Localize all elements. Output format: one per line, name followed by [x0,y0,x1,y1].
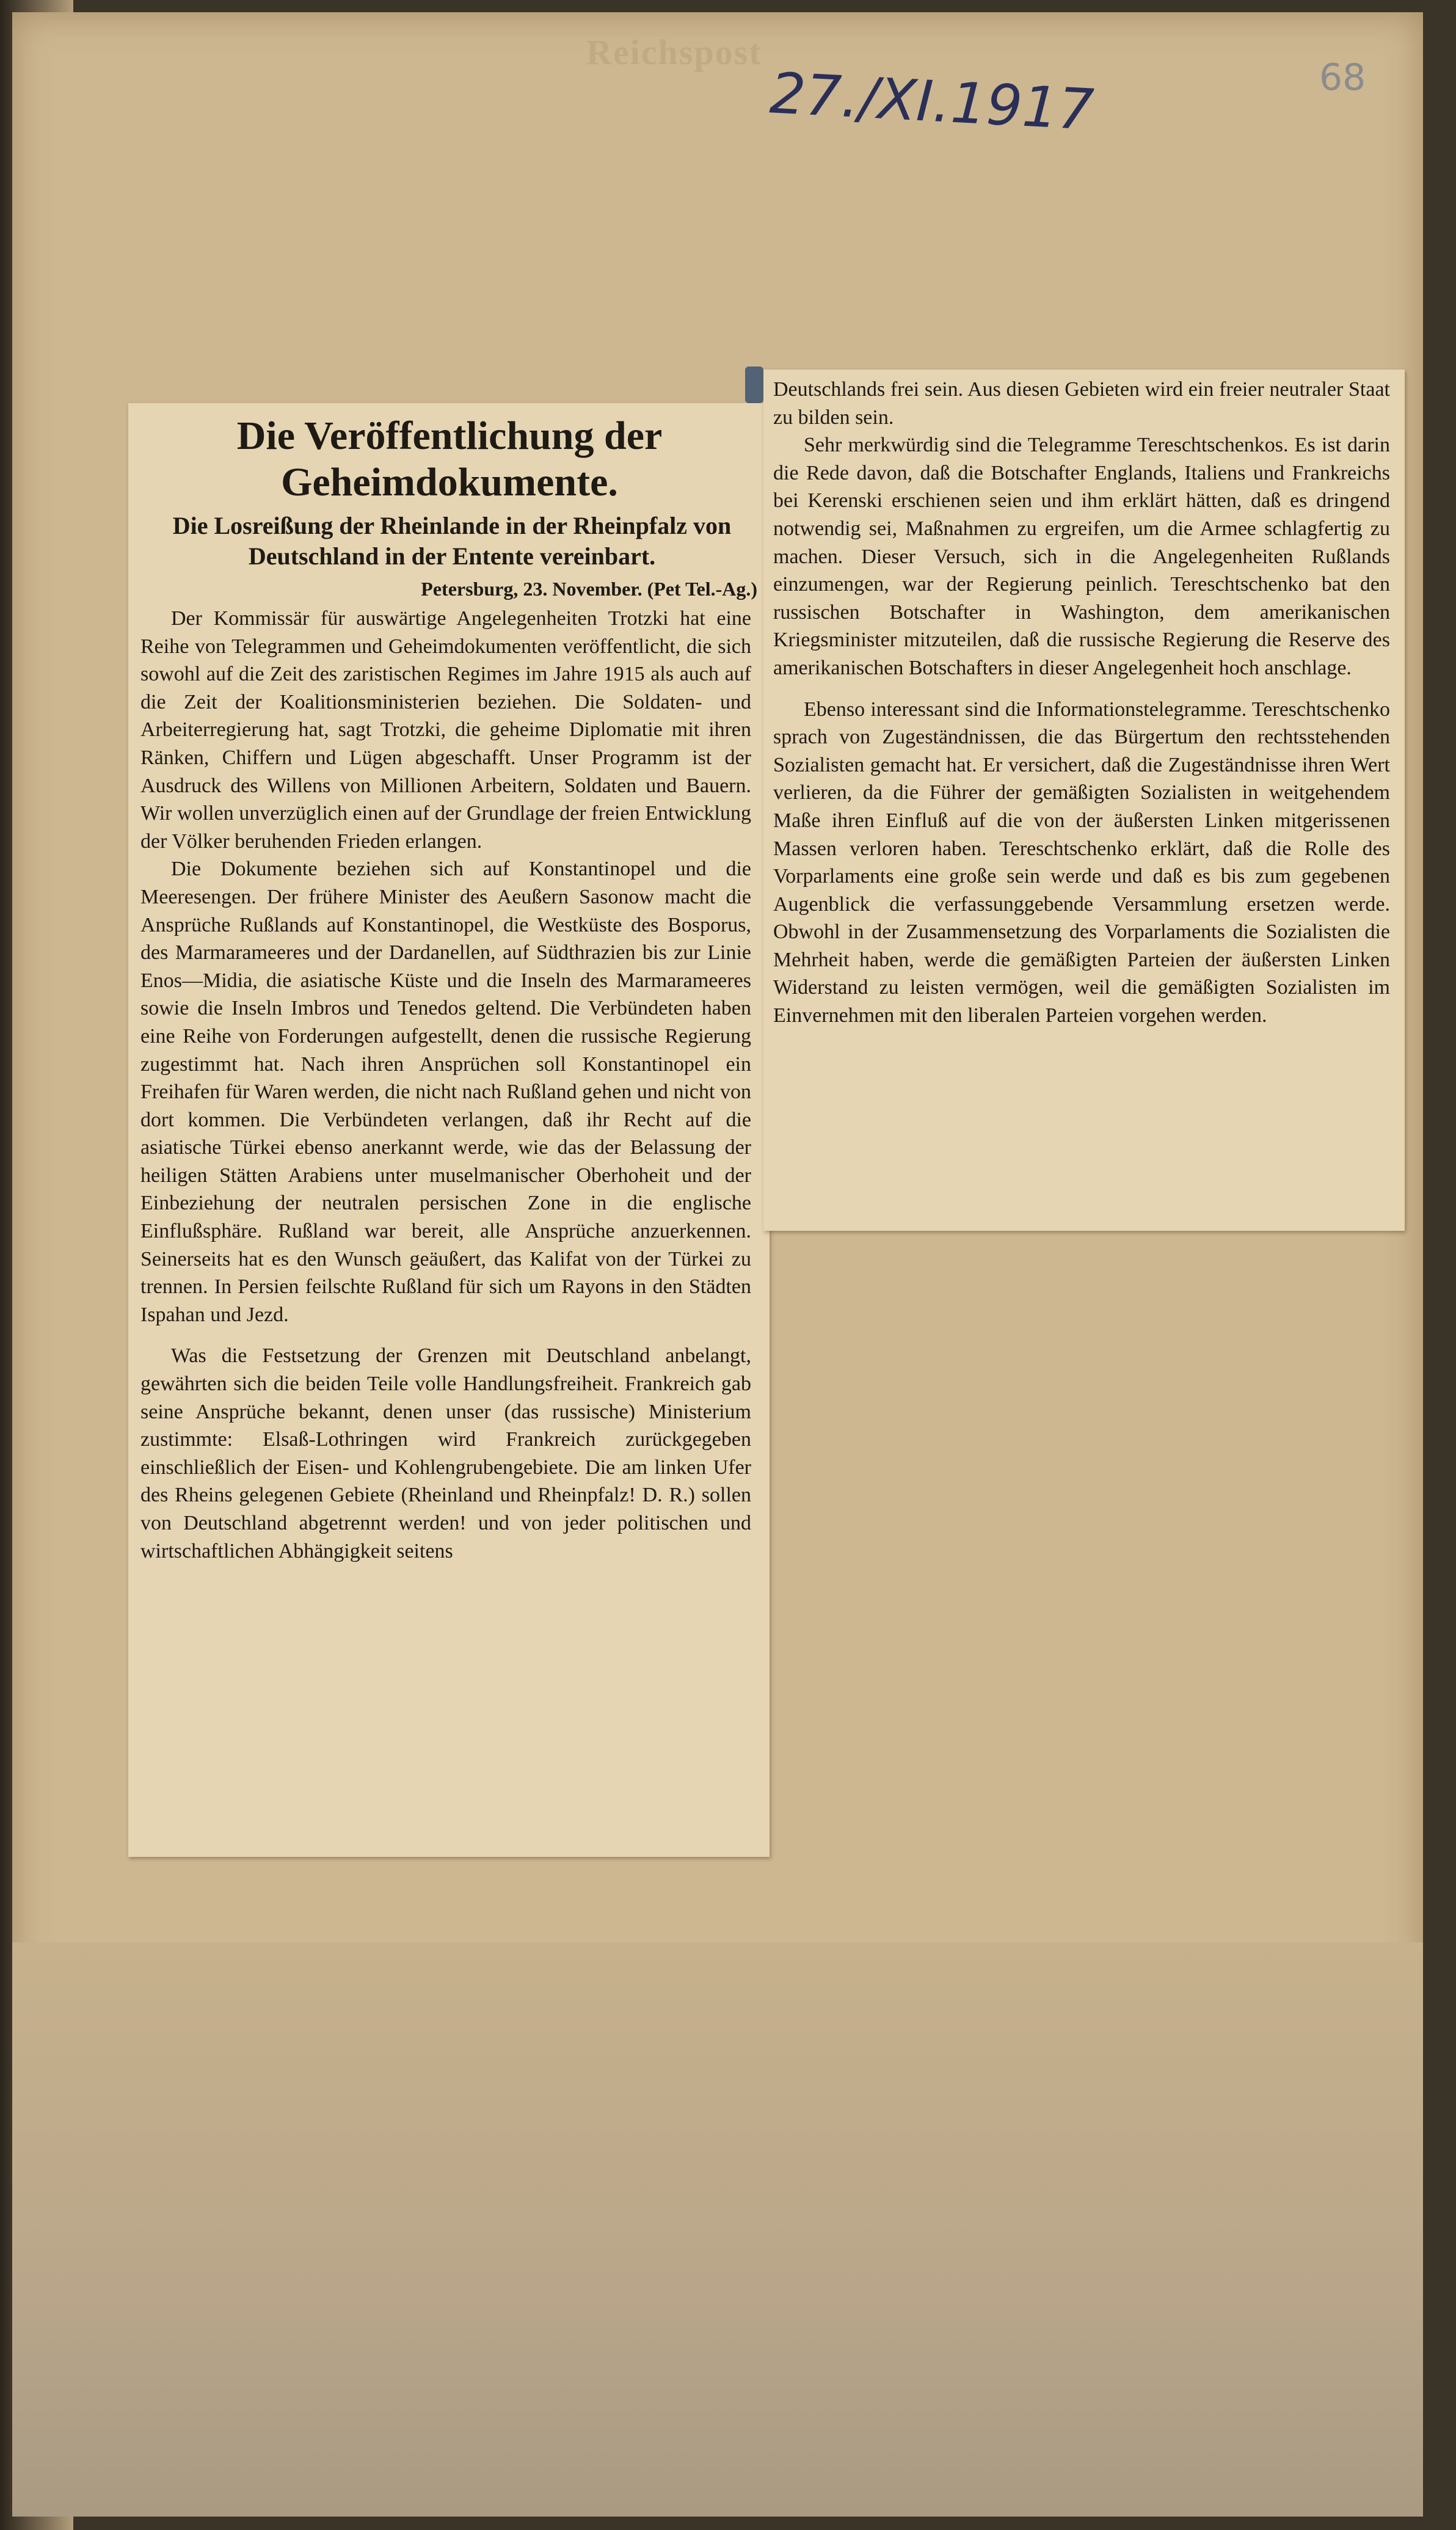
paragraph: Die Dokumente beziehen sich auf Konstantinopel und die Meeresengen. Der frühere Minister des Aeußern Sasonow macht die Ansprüche Rußlands auf Konstantinopel, die Westküste des Bosporus, des Marmarameeres und der Dardanellen, auf Südthrazien bis zur Linie Enos—Midia, die asiatische Küste und die Inseln des Marmarameeres sowie die Inseln Imbros und Tenedos geltend. Die Verbündeten haben eine Reihe von Forderungen aufgestellt, denen die russische Regierung zugestimmt hat. Nach ihren Ansprüchen soll Konstantinopel ein Freihafen für Waren werden, die nicht nach Rußland gehen und nicht von dort kommen. Die Verbündeten verlangen, daß ihr Recht auf die asiatische Türkei ebenso anerkannt werde, wie das der Belassung der heiligen Stätten Arabiens unter muselmanischer Oberhoheit und der Einbeziehung der neutralen persischen Zone in die englische Einflußsphäre. Rußland war bereit, alle Ansprüche anzuerkennen. Seinerseits hat es den Wunsch geäußert, das Kalifat von der Türkei zu trennen. In Persien feilschte Rußland für sich um Rayons in den Städten Ispahan und Jezd. [140,858,751,1326]
paragraph: Der Kommissär für auswärtige Angelegenheiten Trotzki hat eine Reihe von Telegrammen und Geheimdokumenten veröffentlicht, die sich sowohl auf die Zeit des zaristischen Regimes im Jahre 1915 als auch auf die Zeit der Koalitionsministerien beziehen. Die Soldaten- und Arbeiterregierung hat, sagt Trotzki, die geheime Diplomatie mit ihren Ränken, Chiffern und Lügen abgeschafft. Unser Programm ist der Ausdruck des Willens von Millionen Arbeitern, Soldaten und Bauern. Wir wollen unverzüglich einen auf der Grundlage der freien Entwicklung der Völker beruhenden Frieden erlangen. [140,607,751,853]
paragraph: Ebenso interessant sind die Informationstelegramme. Tereschtschenko sprach von Zugeständnissen, die das Bürgertum den rechtsstehenden Sozialisten gemacht hat. Er versichert, daß die Zugeständnisse ihren Wert verlieren, da die Führer der gemäßigten Sozialisten in weitgehendem Maße ihren Einfluß auf die von der äußersten Linken mitgerissenen Massen verloren haben. Tereschtschenko erklärt, daß die Rolle des Vorparlaments eine große sein werde und daß es bis zum gegebenen Augenblick die verfassunggebende Versammlung ersetzen werde. Obwohl in der Zusammensetzung des Vorparlaments die Sozialisten die Mehrheit haben, werde die gemäßigten Parteien der äußersten Linken Widerstand zu leisten vermögen, weil die gemäßigten Sozialisten im Einvernehmen mit den liberalen Parteien vorgehen werden. [773,698,1390,1027]
newspaper-stamp: Reichspost [586,32,762,72]
clipping-left [128,403,770,1857]
sheet-lower-area [12,1942,1423,2517]
right-column-text [773,376,1390,1030]
clipping-right [763,370,1405,1231]
article-subheadline: Die Losreißung der Rheinlande in der Rheinpfalz von Deutschland in der Entente vereinbart. [172,512,732,570]
paragraph: Deutschlands frei sein. Aus diesen Gebieten wird ein freier neutraler Staat zu bilden sein. [773,378,1390,429]
ink-mark [745,366,763,403]
handwritten-date: 27./XI.1917 [768,60,1096,143]
article-dateline: Petersburg, 23. November. (Pet Tel.-Ag.) [421,578,757,600]
paragraph: Sehr merkwürdig sind die Telegramme Tereschtschenkos. Es ist darin die Rede davon, daß die Botschafter Englands, Italiens und Frankreichs bei Kerenski erschienen seien und ihm erklärt hätten, daß es dringend notwendig sei, Maßnahmen zu ergreifen, um die Armee schlagfertig zu machen. Dieser Versuch, sich in die Angelegenheiten Rußlands einzumengen, war der Regierung peinlich. Tereschtschenko bat den russischen Botschafter in Washington, dem amerikanischen Kriegsminister mitzuteilen, daß die russische Regierung die Reserve des amerikanischen Botschafters in dieser Angelegenheit hoch anschlage. [773,434,1390,679]
page-number: 68 [1319,56,1366,99]
paragraph: Was die Festsetzung der Grenzen mit Deutschland anbelangt, gewährten sich die beiden Teile volle Handlungsfreiheit. Frankreich gab seine Ansprüche bekannt, denen unser (das russische) Ministerium zustimmte: Elsaß-Lothringen wird Frankreich zurückgegeben einschließlich der Eisen- und Kohlengrubengebiete. Die am linken Ufer des Rheins gelegenen Gebiete (Rheinland und Rheinpfalz! D. R.) sollen von Deutschland abgetrennt werden! und von jeder politischen und wirtschaftlichen Abhängigkeit seitens [140,1344,751,1562]
article-headline: Die Veröffentlichung der Geheimdokumente. [236,414,663,505]
left-column-text [140,605,751,1565]
